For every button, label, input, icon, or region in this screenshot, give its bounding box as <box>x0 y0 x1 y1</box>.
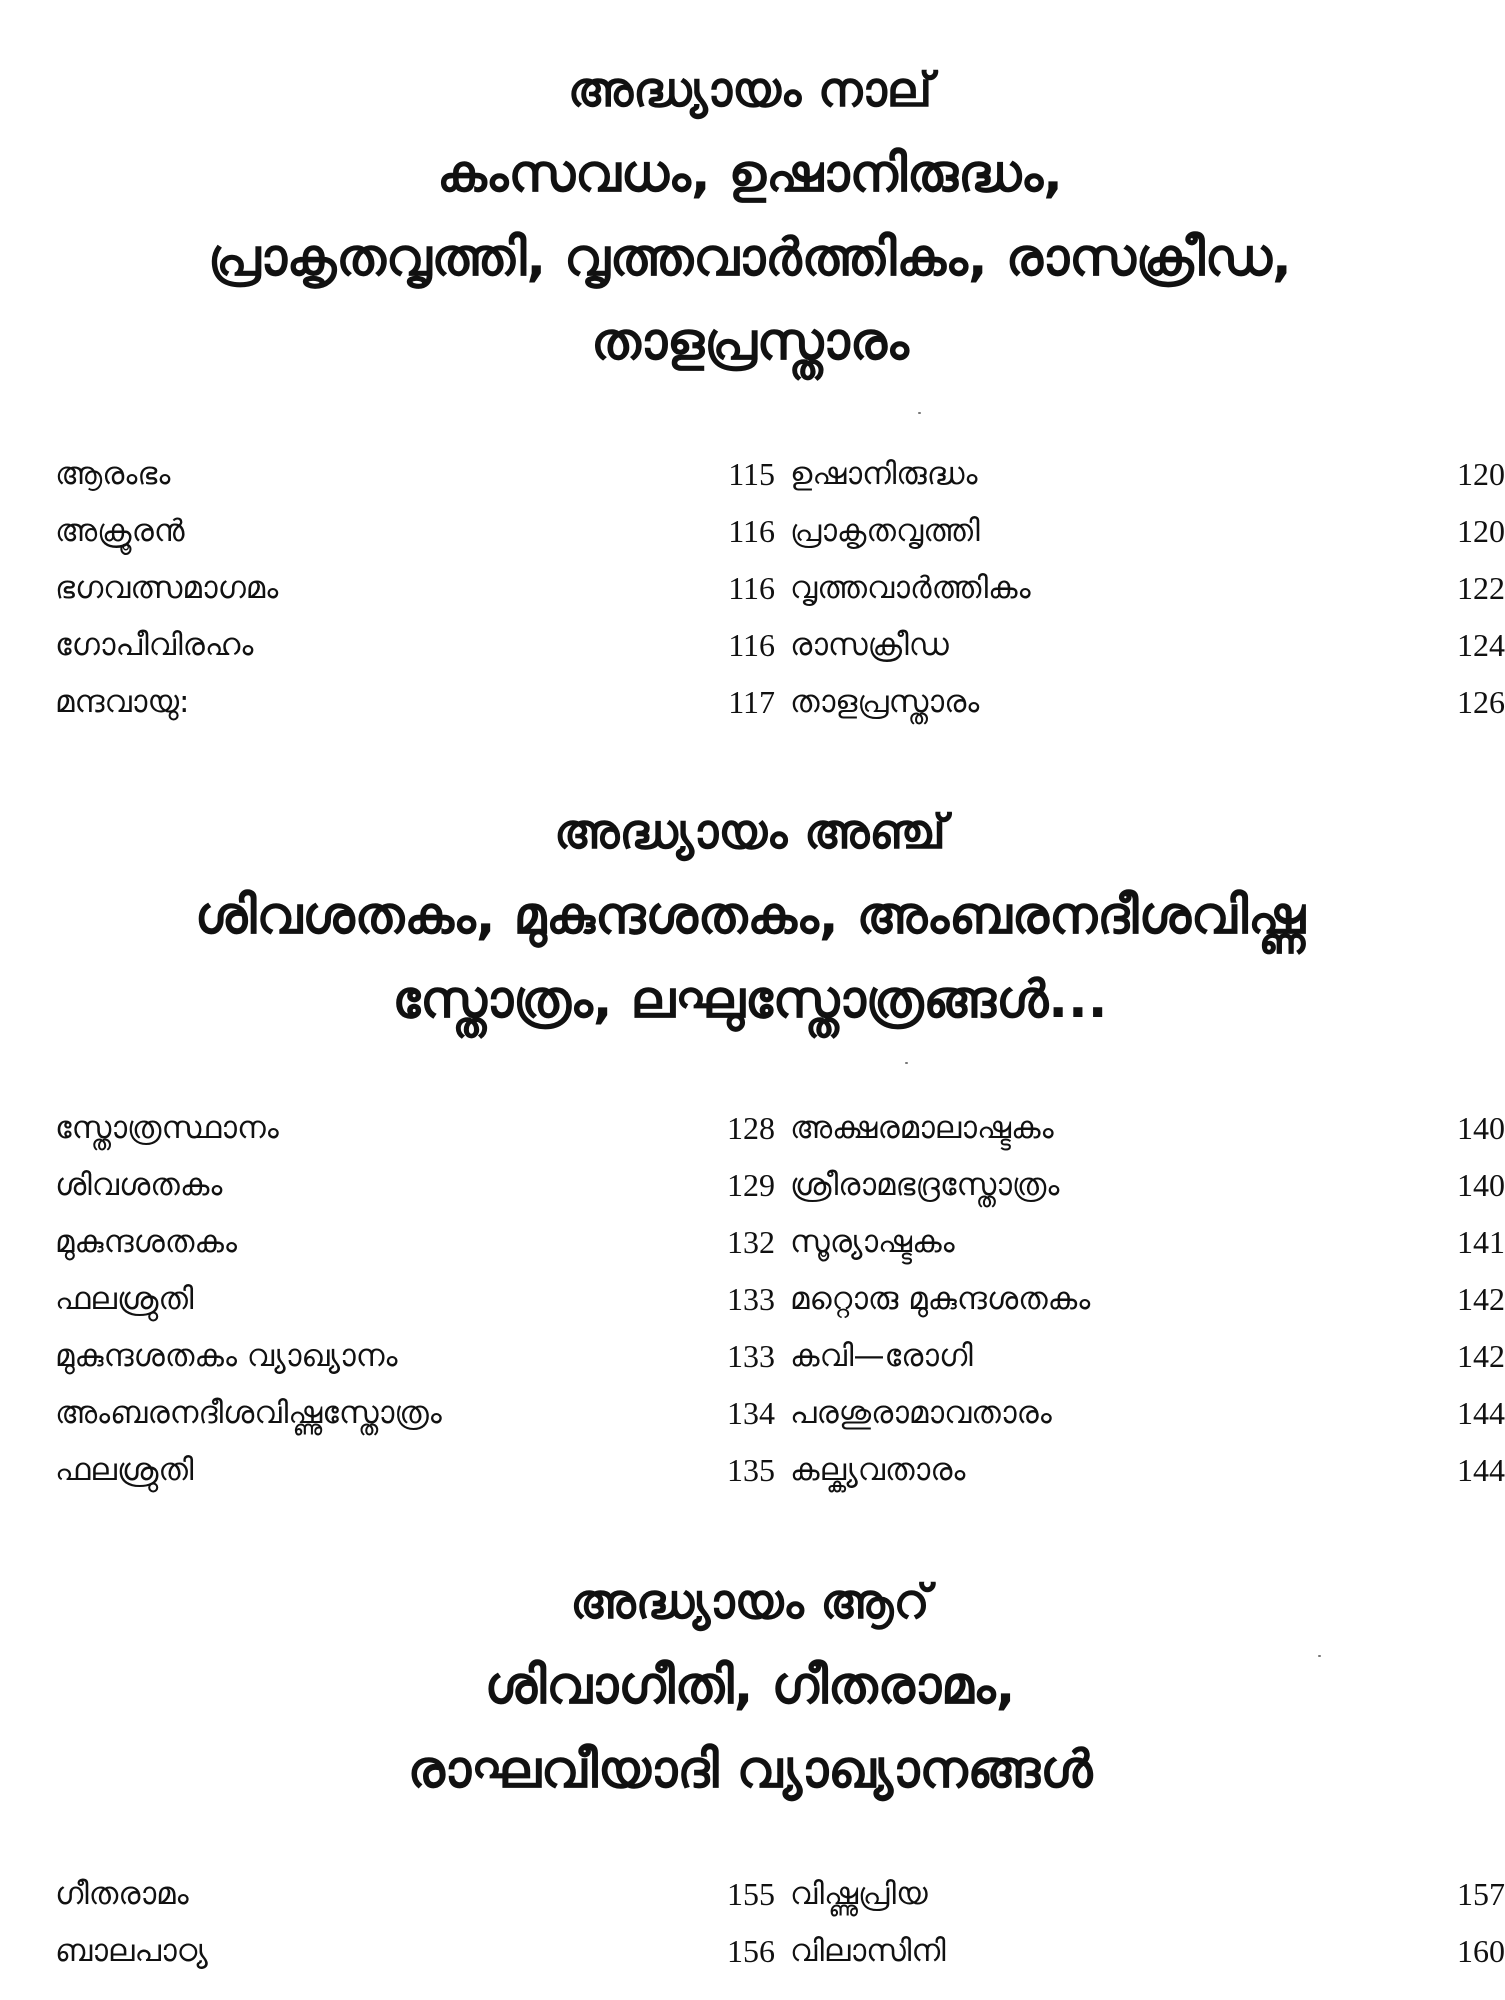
entry-page-number: 144 <box>1457 1452 1505 1488</box>
entry-title: ഫലശ്രുതി <box>55 1452 194 1488</box>
scan-speck <box>918 412 921 414</box>
table-row <box>55 1214 1505 1271</box>
entry-page-number: 124 <box>1457 627 1505 663</box>
table-row <box>55 1866 1505 1923</box>
entry-title: കല്ക്യവതാരം <box>790 1452 966 1488</box>
table-row <box>55 446 1505 503</box>
entry-page-number: 156 <box>727 1933 775 1969</box>
entry-title: പ്രാകൃതവൃത്തി <box>790 513 980 549</box>
entry-title: ഉഷാനിരുദ്ധം <box>790 456 978 492</box>
table-row <box>55 1271 1505 1328</box>
scan-speck <box>905 1062 908 1064</box>
entry-title: മുകുന്ദശതകം <box>55 1224 237 1260</box>
entry-title: വിലാസിനി <box>790 1933 946 1969</box>
chapter-4-contents <box>55 446 1505 731</box>
entry-title: കവി—രോഗി <box>790 1338 973 1374</box>
entry-page-number: 126 <box>1457 684 1505 720</box>
chapter-5-title: അദ്ധ്യായം അഞ്ച് <box>554 804 946 860</box>
table-row <box>55 1100 1505 1157</box>
table-row <box>55 1157 1505 1214</box>
entry-title: മറ്റൊരു മുകുന്ദശതകം <box>790 1281 1091 1317</box>
entry-page-number: 122 <box>1457 570 1505 606</box>
entry-page-number: 140 <box>1457 1110 1505 1146</box>
table-row <box>55 1923 1505 1980</box>
entry-page-number: 144 <box>1457 1395 1505 1431</box>
entry-page-number: 132 <box>727 1224 775 1260</box>
entry-page-number: 160 <box>1457 1933 1505 1969</box>
chapter-4-subtitle-line-1: കംസവധം, ഉഷാനിരുദ്ധം, <box>437 144 1063 204</box>
chapter-6-subtitle-line-1: ശിവാഗീതി, ഗീതരാമം, <box>484 1656 1016 1716</box>
chapter-6-contents <box>55 1866 1505 1980</box>
entry-title: ബാലപാഠ്യ <box>55 1933 208 1969</box>
entry-title: മന്ദവായു: <box>55 684 190 720</box>
entry-page-number: 120 <box>1457 513 1505 549</box>
chapter-5-contents <box>55 1100 1505 1499</box>
entry-title: താളപ്രസ്താരം <box>790 684 980 720</box>
table-row <box>55 674 1505 731</box>
entry-title: മുകുന്ദശതകം വ്യാഖ്യാനം <box>55 1338 398 1374</box>
table-row <box>55 1328 1505 1385</box>
entry-title: ശ്രീരാമഭദ്രസ്തോത്രം <box>790 1167 1060 1203</box>
entry-title: അക്ഷരമാലാഷ്ടകം <box>790 1110 1054 1146</box>
entry-title: പരശുരാമാവതാരം <box>790 1395 1052 1431</box>
chapter-5-subtitle-line-2: സ്തോത്രം, ലഘുസ്തോത്രങ്ങൾ... <box>392 970 1108 1030</box>
entry-page-number: 135 <box>727 1452 775 1488</box>
entry-page-number: 142 <box>1457 1338 1505 1374</box>
entry-title: ഗോപീവിരഹം <box>55 627 254 663</box>
chapter-6-title: അദ്ധ്യായം ആറ് <box>570 1574 930 1630</box>
entry-title: ആരംഭം <box>55 456 171 492</box>
entry-page-number: 155 <box>727 1876 775 1912</box>
entry-title: സൂര്യാഷ്ടകം <box>790 1224 955 1260</box>
entry-page-number: 142 <box>1457 1281 1505 1317</box>
entry-title: ഗീതരാമം <box>55 1876 189 1912</box>
entry-page-number: 115 <box>728 456 775 492</box>
entry-page-number: 133 <box>727 1338 775 1374</box>
entry-page-number: 157 <box>1457 1876 1505 1912</box>
table-row <box>55 1442 1505 1499</box>
scan-speck <box>1318 1655 1321 1657</box>
entry-page-number: 116 <box>728 627 775 663</box>
chapter-4-title: അദ്ധ്യായം നാല് <box>567 62 933 118</box>
chapter-4-heading <box>0 48 1500 384</box>
entry-title: അക്രൂരൻ <box>55 513 185 549</box>
table-row <box>55 503 1505 560</box>
entry-title: വൃത്തവാർത്തികം <box>790 570 1031 606</box>
entry-title: സ്തോത്രസ്ഥാനം <box>55 1110 279 1146</box>
entry-page-number: 116 <box>728 513 775 549</box>
entry-title: വിഷ്ണുപ്രിയ <box>790 1876 928 1912</box>
entry-page-number: 134 <box>727 1395 775 1431</box>
entry-page-number: 141 <box>1457 1224 1505 1260</box>
entry-page-number: 133 <box>727 1281 775 1317</box>
entry-page-number: 120 <box>1457 456 1505 492</box>
table-row <box>55 617 1505 674</box>
entry-title: രാസക്രീഡ <box>790 627 949 663</box>
entry-title: ശിവശതകം <box>55 1167 223 1203</box>
chapter-6-subtitle-line-2: രാഘവീയാദി വ്യാഖ്യാനങ്ങൾ <box>407 1740 1093 1800</box>
chapter-6-heading <box>0 1560 1500 1812</box>
entry-page-number: 128 <box>727 1110 775 1146</box>
table-row <box>55 560 1505 617</box>
chapter-5-heading <box>0 790 1500 1042</box>
chapter-4-subtitle-line-3: താളപ്രസ്താരം <box>591 312 909 372</box>
entry-title: ഭഗവത്സമാഗമം <box>55 570 279 606</box>
entry-page-number: 116 <box>728 570 775 606</box>
chapter-4-subtitle-line-2: പ്രാകൃതവൃത്തി, വൃത്തവാർത്തികം, രാസക്രീഡ, <box>208 228 1292 288</box>
entry-title: അംബരനദീശവിഷ്ണുസ്തോത്രം <box>55 1395 442 1431</box>
entry-page-number: 140 <box>1457 1167 1505 1203</box>
entry-title: ഫലശ്രുതി <box>55 1281 194 1317</box>
table-row <box>55 1385 1505 1442</box>
chapter-5-subtitle-line-1: ശിവശതകം, മുകുന്ദശതകം, അംബരനദീശവിഷ്ണ <box>194 886 1306 946</box>
entry-page-number: 129 <box>727 1167 775 1203</box>
entry-page-number: 117 <box>728 684 775 720</box>
